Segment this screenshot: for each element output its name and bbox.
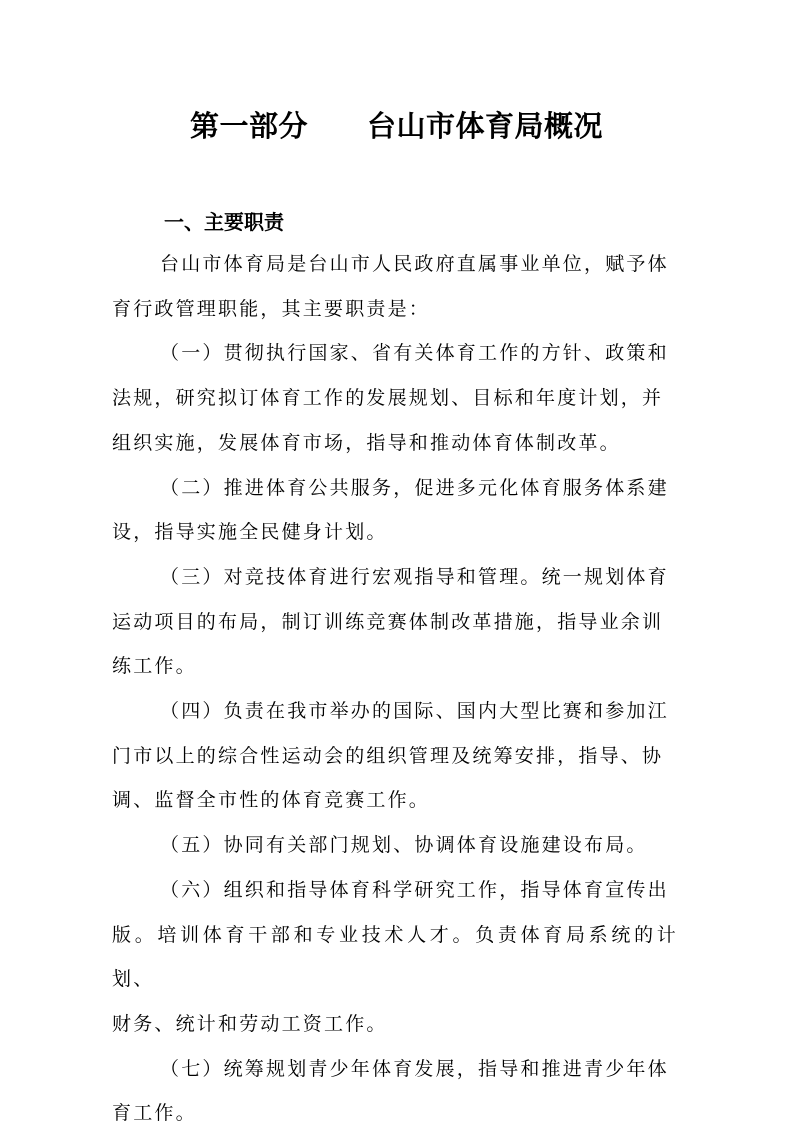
paragraph-2 (112, 331, 678, 465)
paragraph-line: （四）负责在我市举办的国际、国内大型比赛和参加江 (160, 700, 669, 723)
paragraph-line: 门市以上的综合性运动会的组织管理及统筹安排，指导、协 (112, 744, 664, 767)
paragraph-line: （六）组织和指导体育科学研究工作，指导体育宣传出 (160, 878, 669, 901)
paragraph-line: 设，指导实施全民健身计划。 (112, 521, 388, 544)
paragraph-line: 练工作。 (112, 655, 197, 678)
paragraph-3 (112, 466, 678, 555)
paragraph-4 (112, 555, 678, 689)
paragraph-line: 版。培训体育干部和专业技术人才。负责体育局系统的计划、 (112, 923, 678, 991)
paragraph-5 (112, 689, 678, 823)
paragraph-line: 调、监督全市性的体育竞赛工作。 (112, 789, 431, 812)
paragraph-line: 育工作。 (112, 1102, 197, 1125)
paragraph-line: （七）统筹规划青少年体育发展，指导和推进青少年体 (160, 1057, 669, 1080)
paragraph-1 (112, 242, 678, 331)
paragraph-line: 财务、统计和劳动工资工作。 (112, 1012, 388, 1035)
paragraph-8 (112, 1047, 678, 1136)
paragraph-line: （三）对竞技体育进行宏观指导和管理。统一规划体育 (160, 565, 669, 588)
paragraph-line: （二）推进体育公共服务，促进多元化体育服务体系建 (160, 476, 669, 499)
paragraph-line: 运动项目的布局，制订训练竞赛体制改革措施，指导业余训 (112, 610, 664, 633)
paragraph-line: （五）协同有关部门规划、协调体育设施建设布局。 (160, 834, 648, 857)
paragraph-line: （一）贯彻执行国家、省有关体育工作的方针、政策和 (160, 342, 669, 365)
paragraph-line: 法规，研究拟订体育工作的发展规划、目标和年度计划，并 (112, 387, 664, 410)
page-title: 第一部分 台山市体育局概况 (189, 109, 603, 143)
paragraph-line: 育行政管理职能，其主要职责是： (112, 297, 431, 320)
paragraph-6 (112, 823, 678, 868)
paragraph-line: 台山市体育局是台山市人民政府直属事业单位，赋予体 (160, 253, 669, 275)
paragraph-line: 组织实施，发展体育市场，指导和推动体育体制改革。 (112, 431, 621, 454)
paragraph-7 (112, 868, 678, 1047)
section-heading: 一、主要职责 (164, 210, 284, 234)
body-text (112, 242, 678, 1136)
